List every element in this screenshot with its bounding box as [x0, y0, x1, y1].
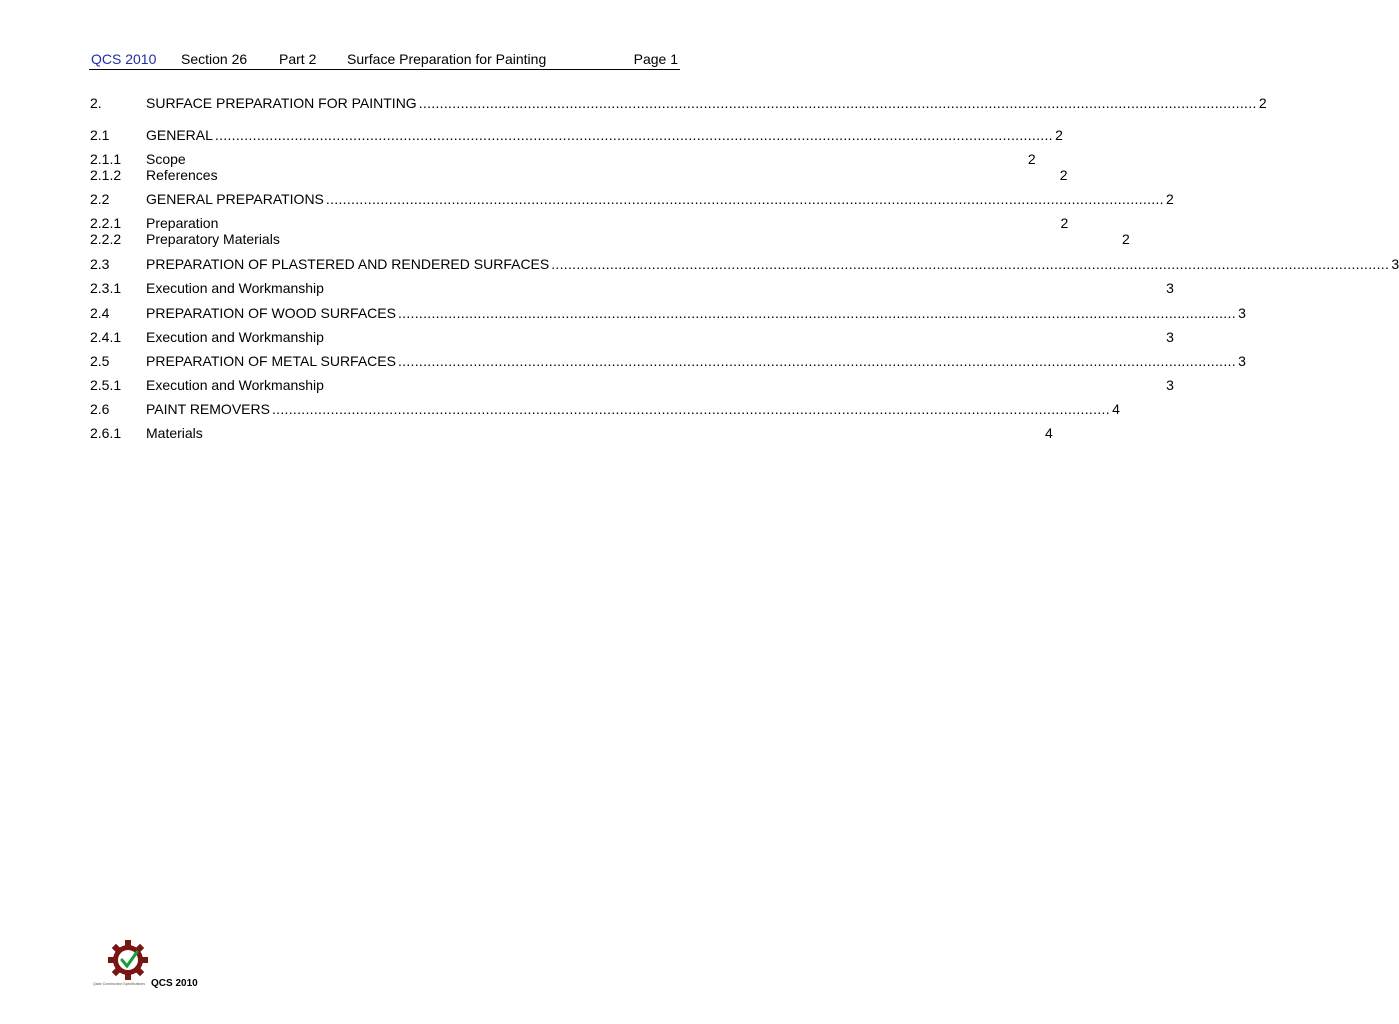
- toc-entry-number: 2.3: [90, 256, 110, 272]
- toc-entry-number: 2.: [90, 95, 102, 111]
- toc-entry-number: 2.5.1: [90, 377, 122, 393]
- header-section: Section 26: [181, 51, 248, 67]
- toc-entry-page: 3: [1166, 329, 1174, 345]
- toc-entry-number: 2.5: [90, 353, 110, 369]
- toc-entry-title: GENERAL PREPARATIONS: [146, 191, 324, 207]
- toc-entry-page: 2: [1027, 151, 1036, 167]
- toc-entry-page: 2: [1059, 167, 1068, 183]
- toc-entry-page: 3: [1166, 280, 1174, 296]
- footer-doc-name: QCS 2010: [151, 978, 198, 989]
- toc-entry-title: GENERAL: [146, 127, 213, 143]
- toc-entry[interactable]: [90, 255, 1399, 273]
- toc-entry-title: Execution and Workmanship: [146, 377, 324, 393]
- toc-entry[interactable]: [90, 166, 1068, 184]
- toc-entry-page: 4: [1112, 401, 1120, 417]
- header-part: Part 2: [279, 51, 317, 67]
- toc-entry-title: Materials: [146, 425, 203, 441]
- toc-entry-title: Execution and Workmanship: [146, 280, 324, 296]
- toc-entry-page: 3: [1391, 256, 1399, 272]
- toc-entry-number: 2.1.1: [90, 151, 122, 167]
- toc-entry[interactable]: [90, 126, 1063, 144]
- toc-entry-number: 2.3.1: [90, 280, 122, 296]
- toc-dot-leader: ........................................................................................................................................................................................................: [551, 256, 1390, 272]
- header-title: Surface Preparation for Painting: [347, 51, 547, 67]
- toc-entry-page: 2: [1258, 95, 1267, 111]
- toc-entry[interactable]: [90, 424, 1053, 442]
- toc-entry[interactable]: [90, 304, 1246, 322]
- header-divider: [89, 69, 680, 70]
- toc-entry-number: 2.6.1: [90, 425, 122, 441]
- toc-entry-title: PREPARATION OF METAL SURFACES: [146, 353, 396, 369]
- toc-entry[interactable]: [90, 376, 1174, 394]
- toc-entry-title: Scope: [146, 151, 186, 167]
- toc-dot-leader: ........................................................................................................................................................................................................: [418, 95, 1257, 111]
- toc-entry-title: Execution and Workmanship: [146, 329, 324, 345]
- toc-entry[interactable]: [90, 352, 1246, 370]
- toc-entry-page: 2: [1060, 215, 1069, 231]
- gear-checkmark-logo-icon: [88, 938, 152, 984]
- toc-entry-page: 3: [1238, 353, 1246, 369]
- toc-entry[interactable]: [90, 400, 1120, 418]
- toc-entry-number: 2.1: [90, 127, 110, 143]
- toc-entry-title: PREPARATION OF WOOD SURFACES: [146, 305, 396, 321]
- toc-entry-title: Preparatory Materials: [146, 231, 280, 247]
- toc-entry-number: 2.1.2: [90, 167, 122, 183]
- toc-entry-number: 2.2.1: [90, 215, 122, 231]
- header-page-number: Page 1: [633, 51, 678, 67]
- toc-entry[interactable]: [90, 279, 1174, 297]
- toc-dot-leader: ........................................................................................................................................................................................................: [214, 127, 1053, 143]
- toc-entry-title: PREPARATION OF PLASTERED AND RENDERED SURFACES: [146, 256, 550, 272]
- toc-entry-page: 2: [1166, 191, 1174, 207]
- toc-entry-title: PAINT REMOVERS: [146, 401, 270, 417]
- toc-entry-number: 2.6: [90, 401, 110, 417]
- page-header: [89, 49, 680, 69]
- toc-entry-number: 2.2.2: [90, 231, 122, 247]
- toc-entry-page: 4: [1044, 425, 1053, 441]
- toc-dot-leader: ........................................................................................................................................................................................................: [397, 353, 1236, 369]
- toc-entry[interactable]: [90, 230, 1130, 248]
- toc-dot-leader: ........................................................................................................................................................................................................: [325, 191, 1164, 207]
- toc-dot-leader: ........................................................................................................................................................................................................: [397, 305, 1236, 321]
- toc-entry-number: 2.4.1: [90, 329, 122, 345]
- toc-dot-leader: ........................................................................................................................................................................................................: [271, 401, 1110, 417]
- toc-entry[interactable]: [90, 190, 1174, 208]
- toc-entry-number: 2.4: [90, 305, 110, 321]
- toc-entry[interactable]: [90, 94, 1267, 112]
- header-doc-name: QCS 2010: [91, 51, 157, 67]
- toc-entry-title: References: [146, 167, 218, 183]
- qcs-logo: [88, 938, 152, 994]
- toc-entry-title: SURFACE PREPARATION FOR PAINTING: [146, 95, 417, 111]
- logo-caption: Qatar Construction Specifications: [93, 982, 145, 986]
- toc-entry-page: 2: [1055, 127, 1063, 143]
- toc-entry-page: 3: [1166, 377, 1174, 393]
- toc-entry-title: Preparation: [146, 215, 219, 231]
- toc-entry-page: 2: [1121, 231, 1130, 247]
- toc-entry[interactable]: [90, 328, 1174, 346]
- toc-entry-number: 2.2: [90, 191, 110, 207]
- toc-entry-page: 3: [1238, 305, 1246, 321]
